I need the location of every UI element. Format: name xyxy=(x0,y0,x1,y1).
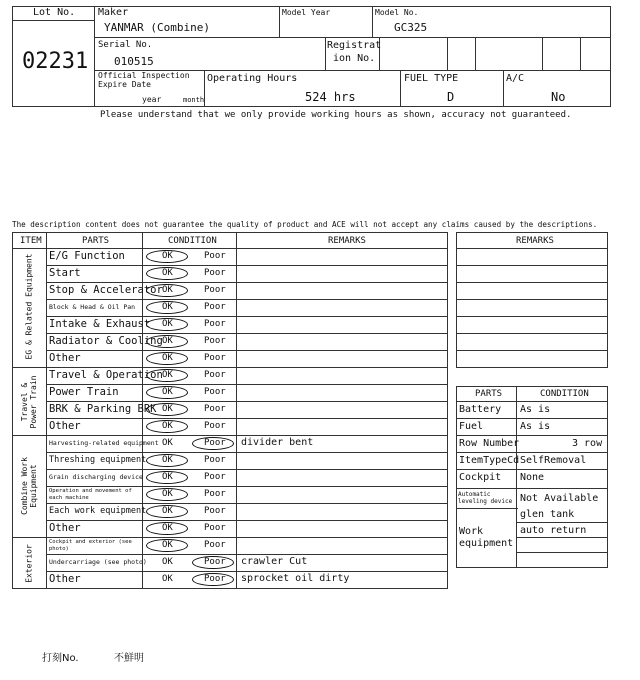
row-remark: crawler Cut xyxy=(241,556,308,567)
ac-label: A/C xyxy=(506,73,525,84)
ok-option: OK xyxy=(162,268,173,278)
part-name: Other xyxy=(49,522,81,534)
poor-option: Poor xyxy=(204,353,226,363)
poor-option: Poor xyxy=(204,251,226,261)
serial-value: 010515 xyxy=(114,55,154,68)
part-name: Operation and movement of each machine xyxy=(49,488,132,501)
ok-option: OK xyxy=(162,557,173,567)
hours-disclaimer: Please understand that we only provide working hours as shown, accuracy not guaranteed. xyxy=(100,110,572,120)
stamp-no-label: 打刻No. xyxy=(42,653,79,664)
model-year-label: Model Year xyxy=(282,8,331,17)
row-number-label: Row Number xyxy=(459,438,520,449)
poor-option: Poor xyxy=(204,438,226,448)
part-name: Undercarriage (see photo) xyxy=(49,558,147,566)
part-name: Start xyxy=(49,267,81,279)
ok-selected-mark xyxy=(146,267,188,280)
ok-selected-mark xyxy=(146,335,188,348)
ok-selected-mark xyxy=(146,403,188,416)
part-name: Other xyxy=(49,420,81,432)
ok-option: OK xyxy=(162,523,173,533)
part-name: Radiator & Cooling xyxy=(49,335,163,347)
header-condition: CONDITION xyxy=(168,236,217,246)
ok-selected-mark xyxy=(146,505,188,518)
poor-option: Poor xyxy=(204,506,226,516)
ok-option: OK xyxy=(162,421,173,431)
poor-option: Poor xyxy=(204,268,226,278)
ok-option: OK xyxy=(162,540,173,550)
ok-option: OK xyxy=(162,455,173,465)
cockpit-value: None xyxy=(520,472,545,483)
part-name: Harvesting-related equipment xyxy=(49,439,159,447)
ok-option: OK xyxy=(162,285,173,295)
row-number-value: 3 row xyxy=(572,438,603,449)
fuel-label: Fuel xyxy=(459,421,484,432)
ok-option: OK xyxy=(162,302,173,312)
poor-option: Poor xyxy=(204,387,226,397)
poor-option: Poor xyxy=(204,370,226,380)
serial-label: Serial No. xyxy=(98,40,153,50)
poor-option: Poor xyxy=(204,285,226,295)
item-type-value: SelfRemoval xyxy=(520,455,587,466)
ok-selected-mark xyxy=(146,488,188,501)
group-exterior: Exterior xyxy=(24,544,34,583)
parts-panel-header-parts: PARTS xyxy=(475,389,503,399)
ok-option: OK xyxy=(162,319,173,329)
row-remark: divider bent xyxy=(241,437,314,448)
cockpit-label: Cockpit xyxy=(459,472,502,483)
ok-selected-mark xyxy=(146,471,188,484)
auto-leveling-value: Not Available xyxy=(520,493,599,504)
part-name: BRK & Parking BRK xyxy=(49,403,157,415)
part-name: Power Train xyxy=(49,386,119,398)
ok-option: OK xyxy=(162,506,173,516)
ok-option: OK xyxy=(162,472,173,482)
part-name: Other xyxy=(49,573,81,585)
ok-selected-mark xyxy=(146,386,188,399)
part-name: Threshing equipment xyxy=(49,455,147,465)
poor-option: Poor xyxy=(204,472,226,482)
registration-label-line2: ion No. xyxy=(333,53,376,64)
inspection-label-line1: Official Inspection xyxy=(98,71,190,80)
battery-value: As is xyxy=(520,404,551,415)
poor-option: Poor xyxy=(204,404,226,414)
ok-option: OK xyxy=(162,387,173,397)
poor-option: Poor xyxy=(204,319,226,329)
auto-leveling-label: Automatic leveling device xyxy=(458,491,513,505)
poor-option: Poor xyxy=(204,540,226,550)
row-remark: sprocket oil dirty xyxy=(241,573,350,584)
stamp-no-value: 不鮮明 xyxy=(114,653,144,664)
part-name: Other xyxy=(49,352,81,364)
ok-option: OK xyxy=(162,438,173,448)
year-label: year xyxy=(142,95,162,104)
part-name: Intake & Exhaust xyxy=(49,318,151,330)
ok-selected-mark xyxy=(146,454,188,467)
header-item: ITEM xyxy=(20,236,42,246)
model-no-label: Model No. xyxy=(375,8,419,17)
hours-label: Operating Hours xyxy=(207,73,298,84)
group-travel-power-train: Travel & Power Train xyxy=(20,375,38,429)
month-label: month xyxy=(183,96,205,104)
inspection-label-line2: Expire Date xyxy=(98,80,151,89)
poor-option: Poor xyxy=(204,574,226,584)
ok-selected-mark xyxy=(146,284,188,297)
part-name: Grain discharging device xyxy=(49,473,143,481)
ok-selected-mark xyxy=(146,420,188,433)
ok-option: OK xyxy=(162,574,173,584)
ok-option: OK xyxy=(162,404,173,414)
part-name: E/G Function xyxy=(49,250,125,262)
part-name: Stop & Accelerator xyxy=(49,284,163,296)
poor-selected-mark xyxy=(192,437,234,450)
poor-selected-mark xyxy=(192,556,234,569)
group-eg-related-equipment: EG & Related Equipment xyxy=(24,253,34,360)
ok-selected-mark xyxy=(146,539,188,552)
poor-option: Poor xyxy=(204,489,226,499)
part-name: Cockpit and exterior (see photo) xyxy=(49,539,132,552)
ok-option: OK xyxy=(162,353,173,363)
poor-selected-mark xyxy=(192,573,234,586)
fuel-type-value: D xyxy=(447,90,455,104)
poor-option: Poor xyxy=(204,523,226,533)
parts-panel-header-condition: CONDITION xyxy=(540,389,589,399)
hours-value: 524 hrs xyxy=(305,90,356,104)
battery-label: Battery xyxy=(459,404,502,415)
fuel-type-label: FUEL TYPE xyxy=(404,73,459,84)
maker-value: YANMAR (Combine) xyxy=(104,21,210,34)
ok-option: OK xyxy=(162,370,173,380)
remarks-panel-header: REMARKS xyxy=(516,236,554,246)
ac-value: No xyxy=(551,90,566,104)
ok-selected-mark xyxy=(146,369,188,382)
header-remarks: REMARKS xyxy=(328,236,366,246)
registration-label-line1: Registrat xyxy=(327,40,382,51)
model-no-value: GC325 xyxy=(394,21,428,34)
ok-option: OK xyxy=(162,251,173,261)
ok-selected-mark xyxy=(146,352,188,365)
ok-selected-mark xyxy=(146,522,188,535)
ok-option: OK xyxy=(162,336,173,346)
remarks-panel xyxy=(456,232,608,368)
poor-option: Poor xyxy=(204,421,226,431)
fuel-value: As is xyxy=(520,421,551,432)
description-disclaimer: The description content does not guarantee the quality of product and ACE will not accept any claims caused by the descriptions. xyxy=(12,220,598,229)
maker-label: Maker xyxy=(98,7,129,18)
work-equipment-label: Work equipment xyxy=(459,526,514,549)
part-name: Each work equipment xyxy=(49,506,147,516)
part-name: Travel & Operation xyxy=(49,369,163,381)
ok-selected-mark xyxy=(146,318,188,331)
lot-no-value: 02231 xyxy=(22,49,89,74)
poor-option: Poor xyxy=(204,336,226,346)
poor-option: Poor xyxy=(204,455,226,465)
ok-selected-mark xyxy=(146,250,188,263)
header-parts: PARTS xyxy=(82,236,110,246)
ok-selected-mark xyxy=(146,301,188,314)
work-equipment-value-2: auto return xyxy=(520,525,587,536)
ok-option: OK xyxy=(162,489,173,499)
lot-no-label: Lot No. xyxy=(33,7,76,18)
poor-option: Poor xyxy=(204,302,226,312)
work-equipment-value-1: glen tank xyxy=(520,509,575,520)
poor-option: Poor xyxy=(204,557,226,567)
item-type-label: ItemTypeCd xyxy=(459,455,520,466)
group-combine-work-equipment: Combine Work Equipment xyxy=(20,457,38,515)
part-name: Block & Head & Oil Pan xyxy=(49,303,136,311)
